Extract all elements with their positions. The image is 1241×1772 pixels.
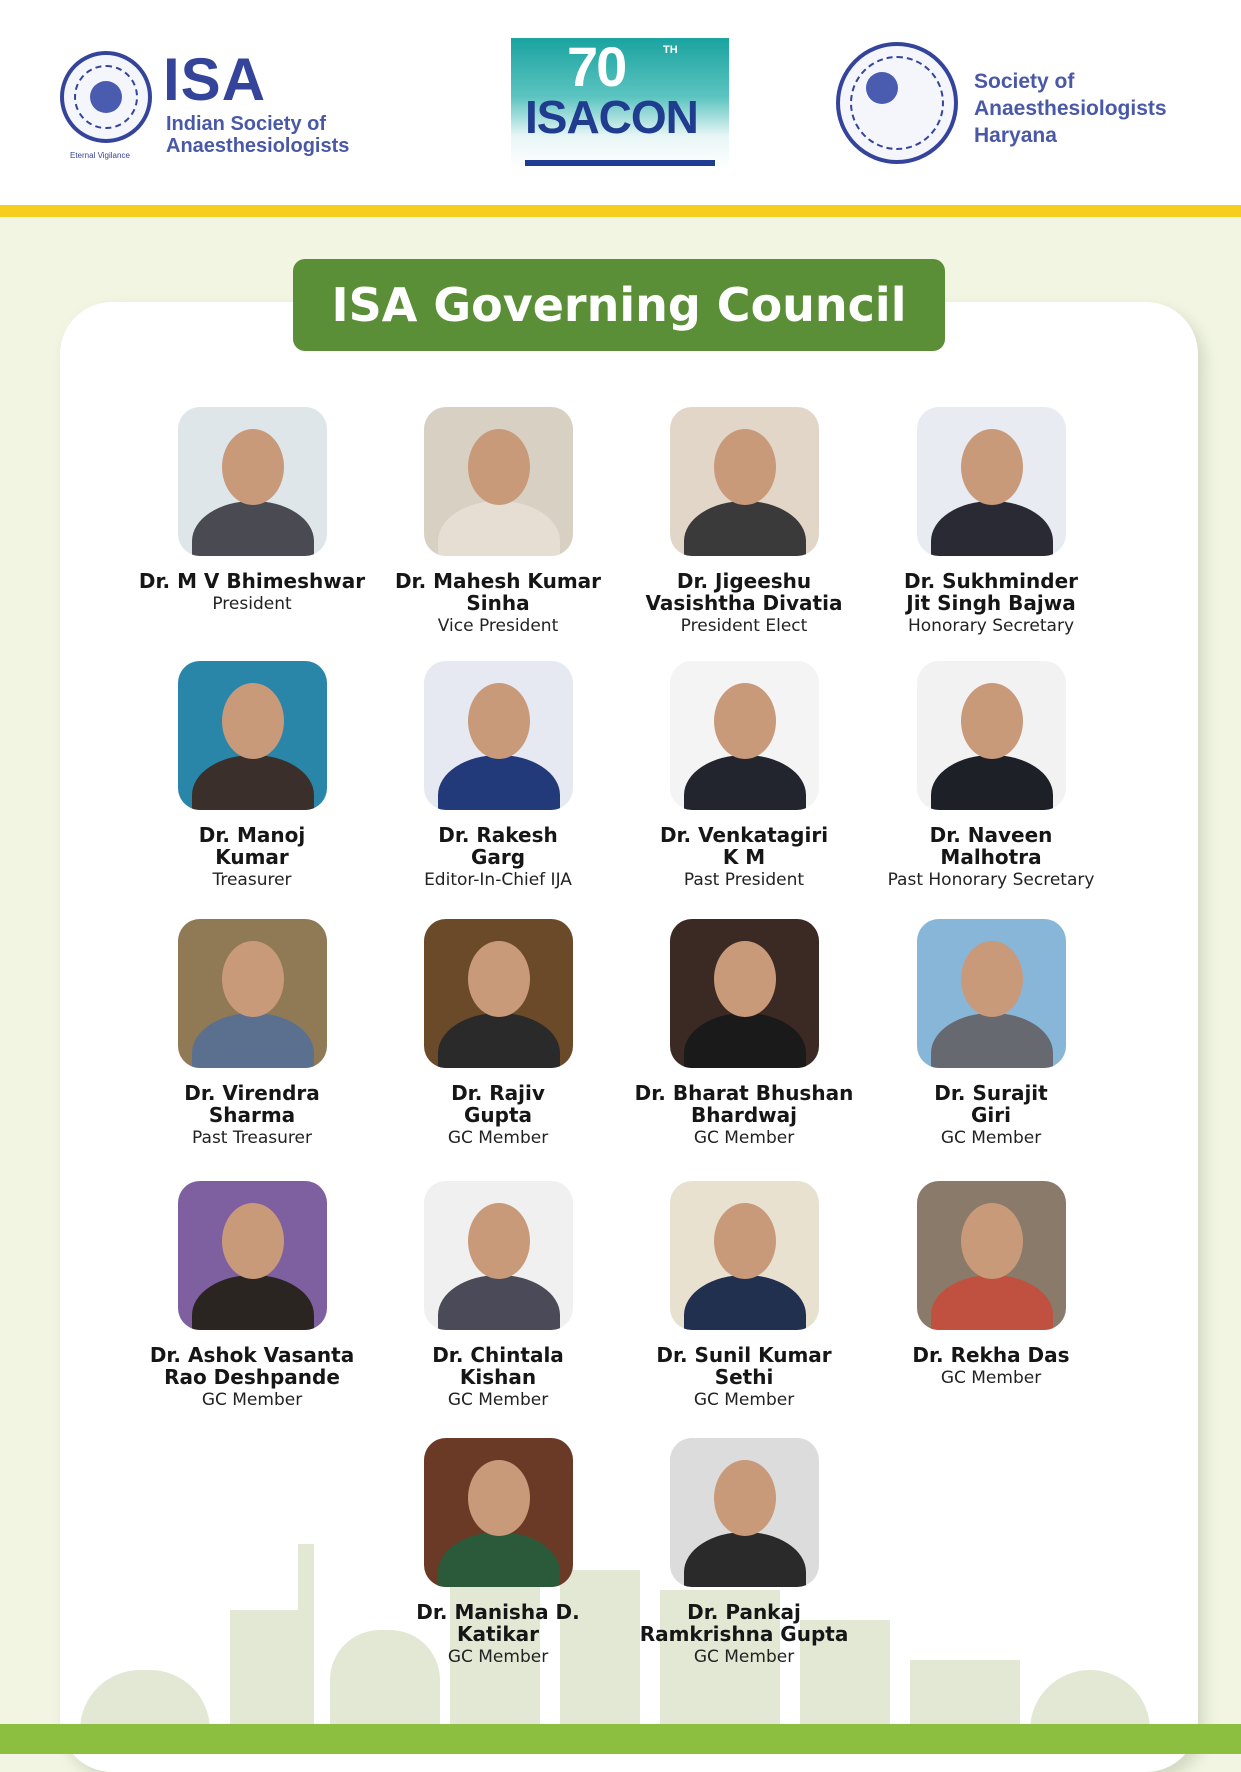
isa-abbr: ISA — [163, 46, 267, 113]
member-card — [621, 1181, 867, 1411]
member-card — [868, 661, 1114, 891]
member-name-line2: Kishan — [459, 1365, 537, 1389]
member-name-line2: Sethi — [714, 1365, 774, 1389]
portrait-photo — [670, 407, 819, 556]
member-card — [621, 661, 867, 891]
member-name — [621, 1601, 867, 1645]
member-name-line1: Dr. Chintala — [432, 1343, 564, 1367]
member-name — [621, 1082, 867, 1126]
portrait-photo — [178, 1181, 327, 1330]
member-name — [621, 570, 867, 614]
member-name — [129, 824, 375, 868]
member-role: President Elect — [680, 616, 808, 636]
member-card — [375, 1181, 621, 1411]
member-role: Vice President — [437, 616, 559, 636]
member-role: Past Treasurer — [192, 1128, 312, 1148]
member-role: Past President — [683, 870, 805, 890]
member-name-line2: Ramkrishna Gupta — [639, 1622, 849, 1646]
member-name-line2: Kumar — [215, 845, 289, 869]
sah-logo — [836, 42, 1196, 170]
header — [0, 0, 1241, 205]
sah-seal-icon — [836, 42, 958, 164]
member-role: GC Member — [201, 1390, 303, 1410]
isa-name — [166, 113, 349, 157]
member-card — [868, 407, 1114, 637]
member-name — [868, 570, 1114, 614]
member-name-line2: Gupta — [463, 1103, 533, 1127]
member-name-line2: Giri — [971, 1103, 1011, 1127]
sah-name-line2: Anaesthesiologists — [974, 97, 1167, 120]
title-banner — [293, 259, 945, 351]
sah-name — [974, 68, 1167, 149]
member-name — [621, 1344, 867, 1388]
portrait-photo — [670, 1438, 819, 1587]
member-name-line1: Dr. Surajit — [934, 1081, 1048, 1105]
member-card — [868, 1181, 1114, 1389]
member-name-line2: Bhardwaj — [691, 1103, 797, 1127]
portrait-photo — [670, 661, 819, 810]
member-role: Treasurer — [212, 870, 292, 890]
member-role: Editor-In-Chief IJA — [424, 870, 572, 890]
member-name-line1: Dr. Venkatagiri — [659, 823, 829, 847]
member-name — [868, 1082, 1114, 1126]
member-name-line1: Dr. Sunil Kumar — [656, 1343, 832, 1367]
member-name-line1: Dr. Sukhminder — [903, 569, 1079, 593]
member-name-line1: Dr. Mahesh Kumar — [394, 569, 602, 593]
member-card — [129, 407, 375, 615]
member-card — [621, 407, 867, 637]
portrait-photo — [917, 919, 1066, 1068]
member-role: Honorary Secretary — [907, 616, 1075, 636]
member-name-line1: Dr. Jigeeshu — [676, 569, 812, 593]
isa-name-line1: Indian Society of — [166, 113, 327, 135]
isacon-word: ISACON — [525, 91, 698, 143]
portrait-photo — [424, 919, 573, 1068]
member-card — [621, 1438, 867, 1668]
member-name-line2: Vasishtha Divatia — [645, 591, 843, 615]
isa-logo — [60, 45, 380, 165]
member-role: President — [212, 594, 292, 614]
member-name-line2: Sharma — [208, 1103, 296, 1127]
portrait-photo — [424, 1181, 573, 1330]
member-name-line1: Dr. M V Bhimeshwar — [138, 569, 366, 593]
member-card — [375, 1438, 621, 1668]
member-name-line1: Dr. Bharat Bhushan — [634, 1081, 854, 1105]
portrait-photo — [178, 919, 327, 1068]
member-name-line1: Dr. Manisha D. — [416, 1600, 580, 1624]
member-name — [375, 570, 621, 614]
isacon-number: 70 — [567, 35, 626, 98]
portrait-photo — [670, 919, 819, 1068]
member-name-line2: Katikar — [456, 1622, 540, 1646]
member-name-line2: Garg — [470, 845, 526, 869]
member-name-line2: K M — [722, 845, 766, 869]
isacon-suffix: TH — [663, 44, 678, 56]
member-name-line1: Dr. Rakesh — [438, 823, 558, 847]
member-role: Past Honorary Secretary — [887, 870, 1095, 890]
isacon-logo — [511, 35, 729, 169]
member-name — [375, 1082, 621, 1126]
header-strip — [0, 205, 1241, 217]
sah-name-line1: Society of — [974, 70, 1075, 93]
isa-seal-icon — [60, 51, 152, 143]
member-role: GC Member — [447, 1647, 549, 1667]
portrait-photo — [917, 1181, 1066, 1330]
portrait-photo — [670, 1181, 819, 1330]
sah-name-line3: Haryana — [974, 124, 1057, 147]
member-role: GC Member — [693, 1647, 795, 1667]
member-role: GC Member — [447, 1128, 549, 1148]
member-name-line1: Dr. Manoj — [198, 823, 306, 847]
member-name — [375, 1601, 621, 1645]
member-role: GC Member — [447, 1390, 549, 1410]
member-name-line2: Sinha — [466, 591, 530, 615]
portrait-photo — [424, 1438, 573, 1587]
page-title: ISA Governing Council — [331, 278, 907, 332]
member-role: GC Member — [940, 1368, 1042, 1388]
member-card — [375, 661, 621, 891]
member-role: GC Member — [940, 1128, 1042, 1148]
member-name-line1: Dr. Naveen — [929, 823, 1053, 847]
footer-strip — [0, 1724, 1241, 1754]
member-name — [129, 1082, 375, 1126]
portrait-photo — [178, 407, 327, 556]
member-name-line2: Malhotra — [940, 845, 1042, 869]
member-card — [129, 661, 375, 891]
portrait-photo — [178, 661, 327, 810]
member-card — [129, 919, 375, 1149]
member-card — [375, 407, 621, 637]
isacon-strip — [525, 160, 715, 166]
member-card — [375, 919, 621, 1149]
member-name — [868, 824, 1114, 868]
member-name — [621, 824, 867, 868]
member-role: GC Member — [693, 1390, 795, 1410]
member-name-line1: Dr. Rajiv — [451, 1081, 545, 1105]
member-name — [375, 824, 621, 868]
member-name — [868, 1344, 1114, 1366]
member-name-line1: Dr. Pankaj — [687, 1600, 801, 1624]
portrait-photo — [917, 407, 1066, 556]
portrait-photo — [917, 661, 1066, 810]
member-card — [868, 919, 1114, 1149]
member-name-line1: Dr. Ashok Vasanta — [149, 1343, 355, 1367]
member-name-line1: Dr. Virendra — [184, 1081, 320, 1105]
member-name — [129, 1344, 375, 1388]
member-name — [129, 570, 375, 592]
member-card — [129, 1181, 375, 1411]
portrait-photo — [424, 661, 573, 810]
member-role: GC Member — [693, 1128, 795, 1148]
portrait-photo — [424, 407, 573, 556]
member-name — [375, 1344, 621, 1388]
member-name-line1: Dr. Rekha Das — [912, 1343, 1070, 1367]
member-card — [621, 919, 867, 1149]
isa-name-line2: Anaesthesiologists — [166, 135, 350, 157]
member-name-line2: Jit Singh Bajwa — [906, 591, 1076, 615]
isa-motto: Eternal Vigilance — [70, 151, 130, 160]
member-name-line2: Rao Deshpande — [164, 1365, 340, 1389]
